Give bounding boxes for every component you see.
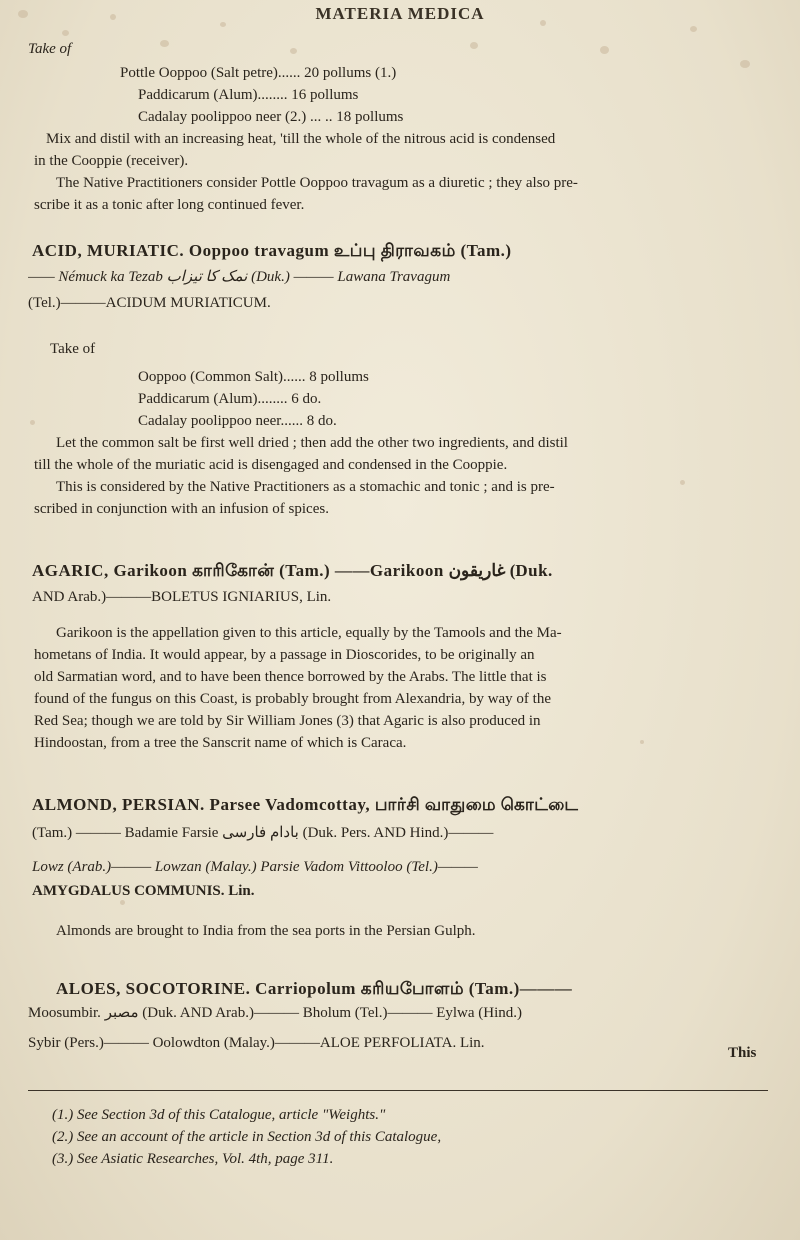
footnote: (3.) See Asiatic Researches, Vol. 4th, page 311.: [52, 1151, 334, 1167]
synonym-line: (Tel.)———ACIDUM MURIATICUM.: [28, 295, 271, 311]
text-line: Red Sea; though we are told by Sir William Jones (3) that Agaric is also produced in: [34, 713, 541, 729]
ingredient-line: Pottle Ooppoo (Salt petre)...... 20 pollums (1.): [120, 65, 397, 81]
entry-heading: ALOES, SOCOTORINE. Carriopolum கரியபோளம் (Tam.)———: [56, 979, 573, 998]
ingredient-line: Cadalay poolippoo neer...... 8 do.: [138, 413, 337, 429]
synonym-line: —— Némuck ka Tezab نمک کا تیزاب (Duk.) ——— Lawana Travagum: [28, 269, 451, 285]
synonym-line: Lowz (Arab.)——— Lowzan (Malay.) Parsie Vadom Vittooloo (Tel.)———: [32, 859, 478, 875]
text-line: scribed in conjunction with an infusion of spices.: [34, 501, 329, 517]
text-line: Almonds are brought to India from the sea ports in the Persian Gulph.: [56, 923, 476, 939]
text-line: old Sarmatian word, and to have been thence borrowed by the Arabs. The little that is: [34, 669, 547, 685]
text-line: Hindoostan, from a tree the Sanscrit name of which is Caraca.: [34, 735, 407, 751]
ingredient-line: Cadalay poolippoo neer (2.) ... .. 18 pollums: [138, 109, 404, 125]
text-line: in the Cooppie (receiver).: [34, 153, 189, 169]
synonym-line: Moosumbir. مصبر (Duk. AND Arab.)——— Bholum (Tel.)——— Eylwa (Hind.): [28, 1005, 523, 1021]
synonym-line: (Tam.) ——— Badamie Farsie بادام فارسی (Duk. Pers. AND Hind.)———: [32, 825, 494, 841]
ingredient-line: Paddicarum (Alum)........ 6 do.: [138, 391, 322, 407]
footnote: (2.) See an account of the article in Section 3d of this Catalogue,: [52, 1129, 442, 1145]
text-line: This is considered by the Native Practitioners as a stomachic and tonic ; and is pre-: [56, 479, 555, 495]
text-line: Take of: [28, 41, 72, 57]
text-line: Mix and distil with an increasing heat, 'till the whole of the nitrous acid is condensed: [46, 131, 556, 147]
catchword: This: [728, 1045, 757, 1061]
text-line: hometans of India. It would appear, by a passage in Dioscorides, to be originally an: [34, 647, 535, 663]
text-line: found of the fungus on this Coast, is probably brought from Alexandria, by way of the: [34, 691, 552, 707]
ingredient-line: Paddicarum (Alum)........ 16 pollums: [138, 87, 359, 103]
running-title: MATERIA MEDICA: [315, 4, 485, 23]
entry-heading: ALMOND, PERSIAN. Parsee Vadomcottay, பார்சி வாதுமை கொட்டை: [32, 795, 579, 814]
text-line: scribe it as a tonic after long continued fever.: [34, 197, 305, 213]
synonym-line: AND Arab.)———BOLETUS IGNIARIUS, Lin.: [32, 589, 332, 605]
text-line: Let the common salt be first well dried ; then add the other two ingredients, and distil: [56, 435, 568, 451]
footnote: (1.) See Section 3d of this Catalogue, article "Weights.": [52, 1107, 386, 1123]
text-line: Take of: [50, 341, 96, 357]
synonym-line: Sybir (Pers.)——— Oolowdton (Malay.)———ALOE PERFOLIATA. Lin.: [28, 1035, 485, 1051]
ingredient-line: Ooppoo (Common Salt)...... 8 pollums: [138, 369, 369, 385]
text-line: till the whole of the muriatic acid is disengaged and condensed in the Cooppie.: [34, 457, 508, 473]
entry-heading: AGARIC, Garikoon காரிகோன் (Tam.) ——Garikoon غاریقون (Duk.: [32, 561, 553, 580]
text-line: The Native Practitioners consider Pottle Ooppoo travagum as a diuretic ; they also pre-: [56, 175, 578, 191]
text-line: Garikoon is the appellation given to this article, equally by the Tamools and the Ma-: [56, 625, 562, 641]
latin-name: AMYGDALUS COMMUNIS. Lin.: [32, 883, 255, 899]
entry-heading: ACID, MURIATIC. Ooppoo travagum உப்பு திராவகம் (Tam.): [32, 241, 512, 260]
footnote-divider: [28, 1090, 768, 1091]
